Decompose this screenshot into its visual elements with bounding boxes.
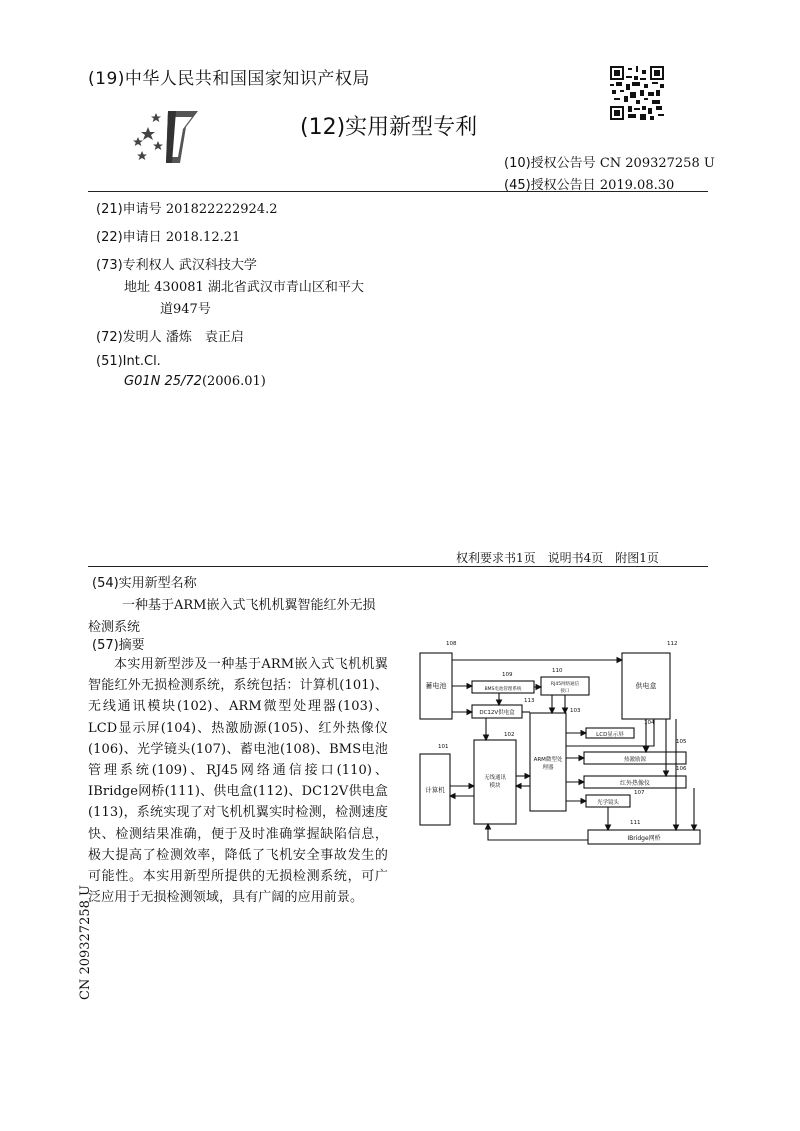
publication-date: 2019.08.30 — [599, 178, 675, 193]
section-rule — [88, 566, 708, 567]
address-line-2: 道947号 — [160, 302, 211, 317]
qr-code-icon[interactable] — [610, 66, 664, 120]
patentee-row — [96, 254, 257, 273]
int-cl-label: (51)Int.Cl. — [96, 354, 161, 369]
ref-106: 106 — [676, 766, 687, 772]
address-row — [124, 276, 364, 295]
ref-112: 112 — [667, 641, 678, 647]
system-block-diagram — [414, 636, 714, 860]
int-cl-year: (2006.01) — [201, 374, 266, 389]
abstract-body — [88, 654, 388, 908]
ref-111: 111 — [630, 820, 641, 826]
computer-label: 计算机 — [425, 786, 445, 794]
address-line-1: 430081 湖北省武汉市青山区和平大 — [154, 280, 364, 295]
arm-label-1: ARM微型处 — [533, 757, 563, 763]
issuing-office: (19)中华人民共和国国家知识产权局 — [88, 69, 370, 89]
wireless-box — [474, 740, 516, 824]
address-label: 地址 — [124, 280, 151, 295]
bridge-label: IBridge网桥 — [627, 835, 661, 842]
ref-105: 105 — [676, 739, 687, 745]
int-cl-code: G01N 25/72 — [124, 374, 202, 389]
inventors: 潘炼 袁正启 — [165, 330, 244, 345]
application-date-label: (22)申请日 — [96, 230, 162, 245]
wireless-label-1: 无线通讯 — [483, 775, 507, 781]
lcd-label: LCD显示屏 — [596, 732, 624, 738]
ref-110: 110 — [552, 668, 563, 674]
power-box-label: 供电盒 — [635, 682, 657, 690]
rj45-label-2: 接口 — [560, 689, 570, 694]
abstract-text: 本实用新型涉及一种基于ARM嵌入式飞机机翼智能红外无损检测系统，系统包括：计算机(101)、无线通讯模块(102)、ARM微型处理器(103)、LCD显示屏(104)、热激励源(105)、红外热像仪(106)、光学镜头(107)、蓄电池(108)、BMS电池管理系统(109)、RJ45网络通信接口(110)、IBridge网桥(111)、供电盒(112)、DC12V供电盒(113)，系统实现了对飞机机翼实时检测，检测速度快、检测结果准确，便于及时准确掌握缺陷信息，极大提高了检测效率，降低了飞机安全事故发生的可能性。本实用新型所提供的无损检测系统，可广泛应用于无损检测领域，具有广阔的应用前景。 — [88, 657, 388, 906]
ref-107: 107 — [634, 790, 645, 796]
header-rule — [88, 191, 708, 192]
ref-101: 101 — [438, 744, 449, 750]
cnipa-emblem-icon — [128, 105, 212, 169]
application-number-label: (21)申请号 — [96, 202, 162, 217]
int-cl-row — [124, 374, 266, 389]
application-number-row — [96, 198, 277, 217]
document-type: (12)实用新型专利 — [300, 115, 478, 140]
inventor-row — [96, 326, 244, 345]
arm-label-2: 理器 — [542, 765, 554, 771]
patentee-label: (73)专利权人 — [96, 258, 175, 273]
battery-label: 蓄电池 — [425, 682, 447, 690]
ref-102: 102 — [504, 732, 515, 738]
utility-title-line-2: 检测系统 — [88, 620, 141, 635]
abstract-label: (57)摘要 — [92, 638, 145, 653]
utility-title-line-1: 一种基于ARM嵌入式飞机机翼智能红外无损 — [122, 598, 376, 613]
title-label: (54)实用新型名称 — [92, 576, 197, 591]
lens-label: 光学镜头 — [596, 800, 620, 806]
ref-103: 103 — [570, 708, 581, 714]
heat-label: 热激励源 — [623, 757, 647, 763]
wireless-label-2: 模块 — [489, 783, 501, 789]
dc12v-label: DC12V供电盒 — [479, 710, 515, 716]
bms-label: BMS电池管理系统 — [484, 687, 522, 692]
publication-number-label: (10)授权公告号 — [504, 156, 596, 171]
ref-108: 108 — [446, 641, 457, 647]
side-publication-code: CN 209327258 U — [78, 885, 93, 1000]
ref-104: 104 — [644, 720, 655, 726]
ref-109: 109 — [502, 672, 513, 678]
pages-note: 权利要求书1页 说明书4页 附图1页 — [456, 551, 659, 565]
rj45-label-1: RJ45网络通信 — [550, 682, 580, 687]
publication-number-row — [504, 152, 715, 171]
publication-date-label: (45)授权公告日 — [504, 178, 596, 193]
application-date-row — [96, 226, 240, 245]
ref-113: 113 — [524, 698, 535, 704]
ir-label: 红外热像仪 — [619, 780, 651, 787]
application-number: 201822222924.2 — [165, 202, 278, 217]
application-date: 2018.12.21 — [165, 230, 241, 245]
patentee: 武汉科技大学 — [178, 258, 257, 273]
publication-number: CN 209327258 U — [599, 156, 715, 171]
inventor-label: (72)发明人 — [96, 330, 162, 345]
